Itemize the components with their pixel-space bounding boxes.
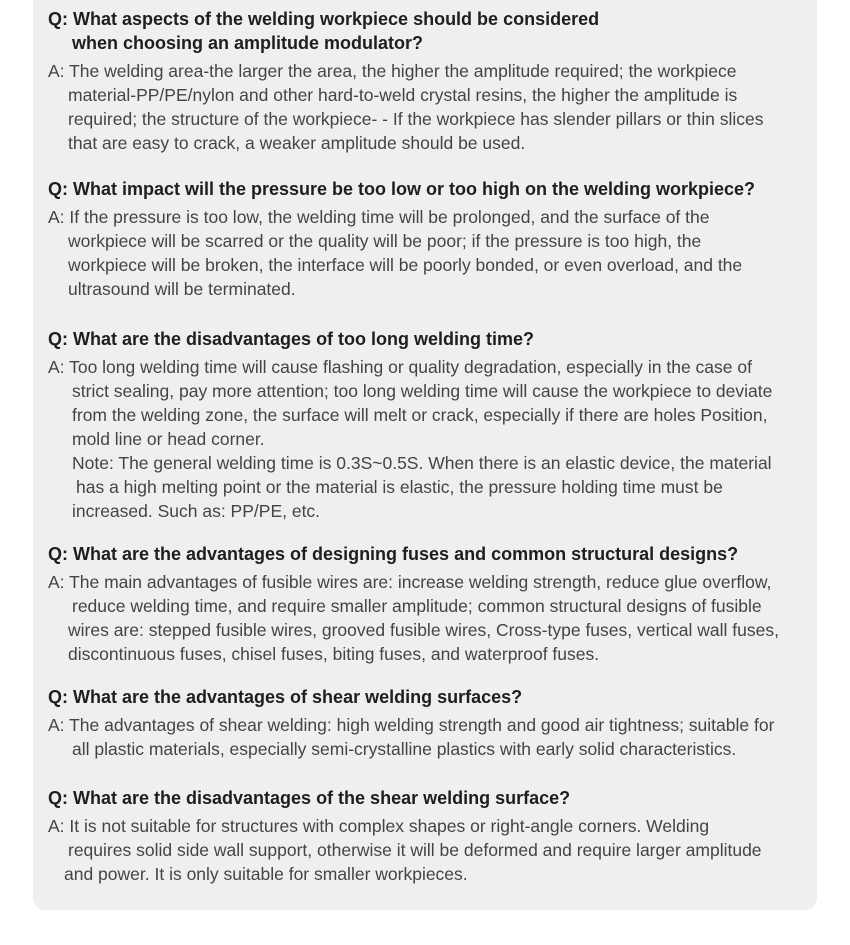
faq-item-3 bbox=[48, 327, 818, 523]
faq-item-1 bbox=[48, 7, 818, 155]
answer-5: A: The advantages of shear welding: high welding strength and good air tightness; suitable for all plastic materials, especially semi-crystalline plastics with early solid characteristics. bbox=[48, 715, 775, 759]
answer-4: A: The main advantages of fusible wires are: increase welding strength, reduce glue overflow, reduce welding time, and require smaller amplitude; common structural designs of fusible wires are: stepped fusible wires, grooved fusible wires, Cross-type fuses, vertical wall fuses, discontinuous fuses, chisel fuses, biting fuses, and waterproof fuses. bbox=[48, 572, 779, 664]
answer-6: A: It is not suitable for structures with complex shapes or right-angle corners. Welding requires solid side wall support, otherwise it will be deformed and require larger amplitude and power. It is only suitable for smaller workpieces. bbox=[48, 816, 762, 884]
question-6: Q: What are the disadvantages of the shear welding surface? bbox=[48, 788, 571, 808]
question-4: Q: What are the advantages of designing fuses and common structural designs? bbox=[48, 544, 739, 564]
answer-1: A: The welding area-the larger the area, the higher the amplitude required; the workpiece material-PP/PE/nylon and other hard-to-weld crystal resins, the higher the amplitude is required; the structure of the workpiece- - If the workpiece has slender pillars or thin slices that are easy to crack, a weaker amplitude should be used. bbox=[48, 61, 764, 153]
faq-item-2 bbox=[48, 177, 818, 301]
question-2: Q: What impact will the pressure be too low or too high on the welding workpiece? bbox=[48, 179, 756, 199]
answer-2: A: If the pressure is too low, the welding time will be prolonged, and the surface of the workpiece will be scarred or the quality will be poor; if the pressure is too high, the workpiece will be broken, the interface will be poorly bonded, or even overload, and the ultrasound will be terminated. bbox=[48, 207, 743, 299]
faq-item-6 bbox=[48, 786, 818, 886]
question-3: Q: What are the disadvantages of too long welding time? bbox=[48, 329, 535, 349]
answer-3: A: Too long welding time will cause flashing or quality degradation, especially in the case of strict sealing, pay more attention; too long welding time will cause the workpiece to deviate from the welding zone, the surface will melt or crack, especially if there are holes Position, mold line or head corner. Note: The general welding time is 0.3S~0.5S. When there is an elastic device, the material has a high melting point or the material is elastic, the pressure holding time must be increased. Such as: PP/PE, etc. bbox=[48, 355, 818, 523]
question-5: Q: What are the advantages of shear welding surfaces? bbox=[48, 687, 523, 707]
faq-item-4 bbox=[48, 542, 818, 666]
answer-3-note: Note: The general welding time is 0.3S~0.5S. When there is an elastic device, the material bbox=[72, 453, 772, 473]
question-1: Q: What aspects of the welding workpiece should be considered when choosing an amplitude modulator? bbox=[48, 9, 600, 53]
faq-item-5 bbox=[48, 685, 818, 761]
